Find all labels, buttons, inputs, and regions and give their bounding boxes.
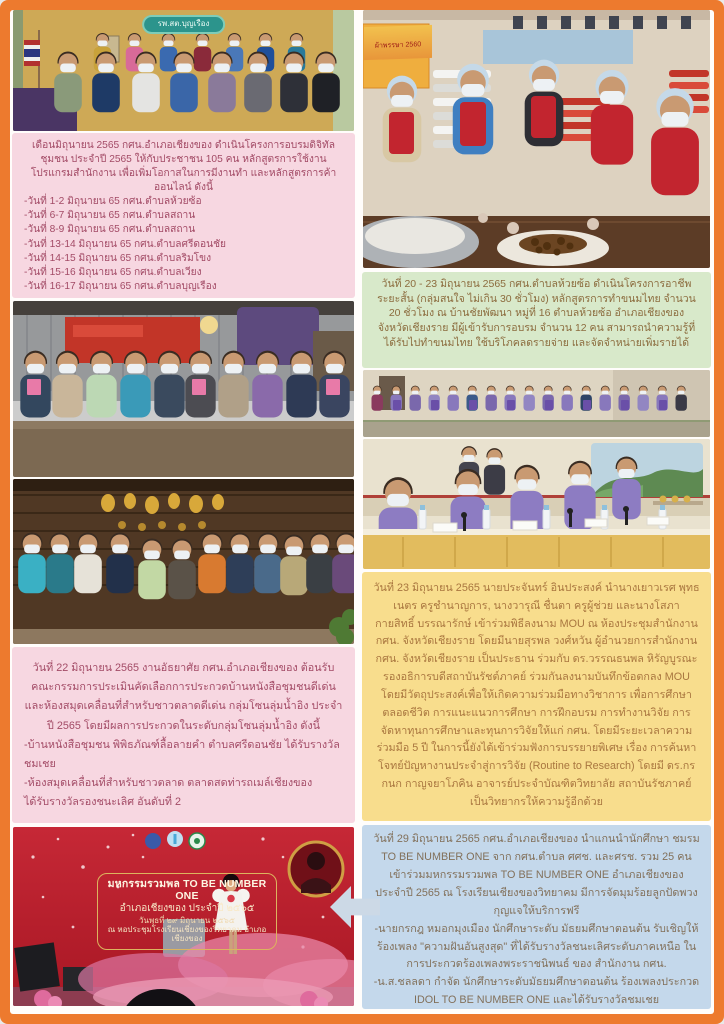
schedule-item-2: -วันที่ 6-7 มิถุนายน 65 กศน.ตำบลสถาน — [24, 210, 196, 222]
conference-table — [363, 535, 710, 569]
museum-group-people — [18, 533, 354, 600]
photo-thai-dessert-training — [363, 10, 710, 268]
schedule-item-7: -วันที่ 16-17 มิถุนายน 65 กศน.ตำบลบุญเรือง — [24, 280, 217, 292]
stage-banner-line1: มหกรรมรวมพล TO BE NUMBER ONE — [107, 878, 267, 903]
tobenumberone-item-1: -นายกรกฎ หมอกมุงเมือง นักศึกษาระดับ มัธยมศึกษาตอนต้น รับเชิญให้ร้องเพลง "ความฝันอันสูงสุด" ที่ได้รับรางวัลชนะเลิศระดับภาคเหนือ ในการประกวดร้องเพลงพระราชนิพนธ์ ของ สำนักงาน กศน. — [374, 922, 699, 971]
stage-banner-line3: วันพุธที่ ๒๙ มิถุนายน ๒๕๖๕ — [139, 915, 235, 925]
library-contest-text-block — [12, 647, 355, 823]
mou-text: วันที่ 23 มิถุนายน 2565 นายประจันทร์ อินประสงค์ นำนางเยาวเรศ พุทธเนตร ครูชำนาญการ, นางวารุณี ชื่นตา ครูผู้ช่วย และนางโสภา กายสิทธิ์ บรรณารักษ์ เข้าร่วมพิธีลงนาม MOU ณ ห้องประชุมสำนักงาน กศน. จังหวัดเชียงราย โดยมีนายสุรพล วงศ์หวัน ผู้อำนวยการสำนักงาน กศน. จังหวัดเชียงราย เป็นประธาน ร่วมกับ ดร.วรรณธนพล หิรัญบูรณะ รองอธิการบดีสถาบันรัชต์ภาคย์ ร่วมกันลงนามบันทึกข้อตกลง MOU โดยมีวัตถุประสงค์เพื่อให้เกิดความร่วมมือทางวิชาการ เพื่อการศึกษาตลอดชีวิต การแนะแนวการศึกษา การฝึกอบรม การทำงานวิจัย การจัดหาทุนการศึกษาและทุนการวิจัยให้แก่ กศน. โดยมีระยะเวลาความร่วมมือ 5 ปี ในการนี้ยังได้เข้าร่วมฟังการบรรยายพิเศษ เรื่อง การค้นหาโจทย์ปัญหางานประจำสู่การวิจัย (Routine to Research) โดยมี ดร.กรกนก กาญจยาโภคิน อาจารย์ประจำบัณฑิตวิทยาลัย สถาบันรัชภาคย์ เป็นวิทยากรให้ความรู้อีกด้วย — [373, 582, 700, 808]
dessert-plate — [497, 230, 609, 266]
schedule-item-1: -วันที่ 1-2 มิถุนายน 65 กศน.ตำบลห้วยซ้อ — [24, 196, 202, 208]
library-result-2: -ห้องสมุดเคลื่อนที่สำหรับชาวตลาด ตลาดสดท่ารถเมล์เชียงของ — [24, 777, 313, 790]
tobenumberone-item-2: -น.ส.ชลลดา กำจัด นักศึกษาระดับมัธยมศึกษาตอนต้น ร้องเพลงประกวด IDOL TO BE NUMBER ONE และได้รับรางวัลชมเชย — [373, 976, 700, 1007]
photo-mou-group — [363, 370, 710, 437]
schedule-item-4: -วันที่ 13-14 มิถุนายน 65 กศน.ตำบลศรีดอนชัย — [24, 238, 226, 250]
campaign-logos — [145, 831, 205, 849]
page-inner — [10, 10, 714, 1014]
purple-group-people — [371, 386, 686, 411]
photo-tobenumberone-stage — [13, 827, 354, 1006]
library-result-1: -บ้านหนังสือชุมชน พิพิธภัณฑ์ลื้อลายคำ ตำบลศรีดอนชัย ได้รับรางวัลชมเชย — [24, 738, 340, 771]
stage-banner-line4: ณ หอประชุมโรงเรียนเชียงของวิทยาคม อำเภอเชียงของ — [107, 925, 267, 944]
photo-museum-visit — [13, 479, 354, 644]
photo-market-committee-visit — [13, 301, 354, 477]
sun-logo — [200, 316, 218, 334]
princess-portrait — [289, 842, 343, 896]
wall-mural — [591, 443, 703, 497]
library-result-3: ได้รับรางวัลรองชนะเลิศ อันดับที่ 2 — [24, 796, 181, 809]
cooking-banner: ผ้าพรรษา 2560 — [364, 25, 432, 60]
dessert-course-text: วันที่ 20 - 23 มิถุนายน 2565 กศน.ตำบลห้วยซ้อ ดำเนินโครงการอาชีพระยะสั้น (กลุ่มสนใจ ไม่เกิน 30 ชั่วโมง) หลักสูตรการทำขนมไทย จำนวน 20 ชั่วโมง ณ บ้านชัยพัฒนา หมู่ที่ 16 ตำบลห้วยซ้อ อำเภอเชียงของ จังหวัดเชียงราย มีผู้เข้ารับการอบรม จำนวน 12 คน สามารถนำความรู้ที่ได้รับไปทำขนมไทย ใช้บริโภคลดรายจ่าย และจัดจำหน่ายเพิ่มรายได้ — [377, 278, 696, 349]
digital-training-intro: เดือนมิถุนายน 2565 กศน.อำเภอเชียงของ ดำเนินโครงการอบรมดิจิทัลชุมชน ประจำปี 2565 ให้กับประชาชน 105 คน หลักสูตรการใช้งานโปรแกรมสำนักงาน เพื่อเพิ่มโอกาสในการมีงานทำ และหลักสูตรการค้าออนไลน์ ดังนี้ — [30, 140, 337, 194]
schedule-item-3: -วันที่ 8-9 มิถุนายน 65 กศน.ตำบลสถาน — [24, 224, 196, 236]
tobenumberone-intro: วันที่ 29 มิถุนายน 2565 กศน.อำเภอเชียงของ นำแกนนำนักศึกษา ชมรม TO BE NUMBER ONE จาก กศน.ตำบล ศศช. และศรช. รวม 25 คน เข้าร่วมมหกรรมรวมพล TO BE NUMBER ONE อำเภอเชียงของ ประจำปี 2565 ณ โรงเรียนเชียงของวิทยาคม มีการจัดมุมร้อยลูกปัดพวงกุญแจให้บริการฟรี — [373, 833, 700, 917]
trophies — [660, 496, 691, 503]
photo-mou-meeting — [363, 439, 710, 569]
schedule-item-6: -วันที่ 15-16 มิถุนายน 65 กศน.ตำบลเวียง — [24, 266, 202, 278]
stage-banner — [97, 873, 277, 950]
digital-training-text-block — [12, 133, 355, 298]
schedule-item-5: -วันที่ 14-15 มิถุนายน 65 กศน.ตำบลริมโขง — [24, 252, 212, 264]
mou-text-block — [362, 572, 711, 821]
library-contest-intro: วันที่ 22 มิถุนายน 2565 งานอัธยาศัย กศน.อำเภอเชียงของ ต้อนรับคณะกรรมการประเมินคัดเลือกการประกวดบ้านหนังสือชุมชนดีเด่น และห้องสมุดเคลื่อนที่สำหรับชาวตลาดดีเด่น กลุ่มโซนลุ่มน้ำอิง ประจำปี 2565 โดยมีผลการประกวดในระดับกลุ่มโซนลุ่มน้ำอิง ดังนี้ — [24, 662, 343, 732]
stage-banner-line2: อำเภอเชียงของ ประจำปี ๒๕๖๕ — [119, 903, 255, 915]
dessert-course-text-block — [362, 272, 711, 368]
clinic-sign: รพ.สต.บุญเรือง — [142, 15, 226, 34]
blue-banner — [483, 30, 633, 64]
photo-digital-training-group — [13, 10, 354, 131]
tobenumberone-text-block — [362, 825, 711, 1009]
